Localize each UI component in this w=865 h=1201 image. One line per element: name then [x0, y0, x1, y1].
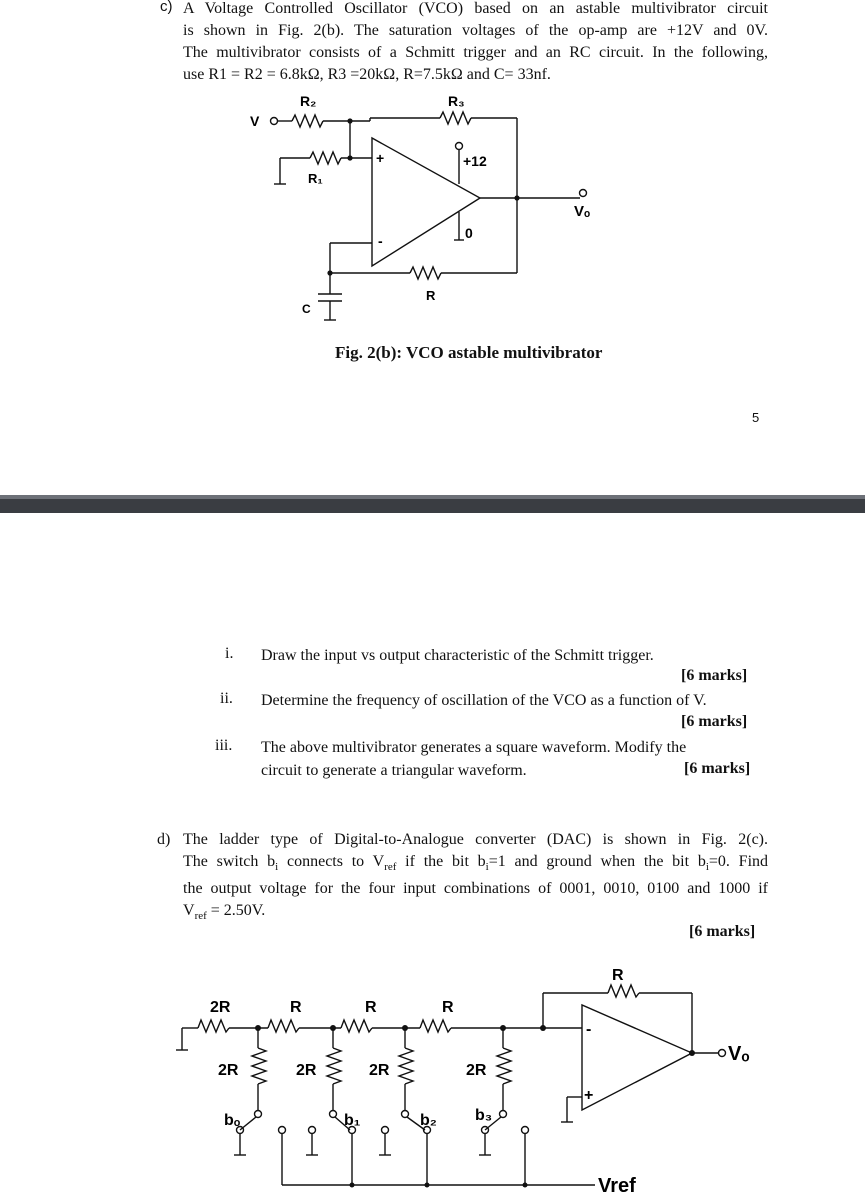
label-2r-3: 2R: [369, 1062, 390, 1079]
question-ii-number: ii.: [220, 690, 233, 707]
label-r-c: R: [442, 999, 454, 1016]
part-d-marks: [6 marks]: [689, 923, 756, 940]
part-d-sub-ref: ref: [384, 861, 397, 874]
label-b3: b₃: [475, 1107, 493, 1124]
part-d-sub-i: i: [275, 861, 279, 874]
part-d-line-2e: =0. Find: [708, 853, 769, 870]
label-r-b: R: [365, 999, 377, 1016]
dac-label-vref: Vref: [598, 1175, 636, 1197]
question-iii-marks: [6 marks]: [684, 760, 751, 777]
label-b2: b₂: [420, 1112, 437, 1129]
part-c-line-2: is shown in Fig. 2(b). The saturation voltages of the op-amp are +12V and 0V.: [183, 22, 768, 39]
page-divider-edge: [0, 495, 865, 499]
part-d-line-2b: connects to V: [278, 853, 385, 870]
part-d-line-2c: if the bit b: [396, 853, 486, 870]
label-r-feedback: R: [612, 967, 624, 984]
label-vo: Vₒ: [574, 203, 591, 220]
part-c-line-3: The multivibrator consists of a Schmitt trigger and an RC circuit. In the following,: [183, 44, 768, 61]
part-d-line-4b: = 2.50V.: [206, 902, 266, 920]
label-2r-2: 2R: [296, 1062, 317, 1079]
part-d-line-1: The ladder type of Digital-to-Analogue converter (DAC) is shown in Fig. 2(c).: [183, 831, 768, 848]
question-iii-text-line-2: circuit to generate a triangular waveform.: [261, 762, 527, 779]
part-d-line-2: [183, 851, 768, 878]
label-r1: R₁: [308, 171, 323, 186]
label-2r-4: 2R: [466, 1062, 487, 1079]
part-d-line-3: the output voltage for the four input combinations of 0001, 0010, 0100 and 1000 if: [183, 880, 768, 898]
label-2r-top: 2R: [210, 999, 231, 1016]
part-d-line-4a: V: [183, 902, 195, 920]
opamp-minus-sign: -: [378, 233, 383, 249]
part-d-paragraph: [183, 829, 768, 927]
label-b0: bₒ: [224, 1112, 241, 1129]
label-r2: R₂: [300, 93, 317, 109]
question-iii-number: iii.: [215, 737, 233, 754]
question-i-number: i.: [225, 645, 234, 662]
part-d-sub-ref-2: ref: [194, 910, 207, 923]
label-plus12: +12: [463, 153, 487, 169]
part-d-line-4: [183, 900, 768, 927]
label-zero: 0: [465, 225, 473, 241]
part-c-line-4: use R1 = R2 = 6.8kΩ, R3 =20kΩ, R=7.5kΩ and C= 33nf.: [183, 66, 551, 83]
part-c-paragraph: [183, 0, 768, 86]
question-iii-text-line-1: The above multivibrator generates a square waveform. Modify the: [261, 739, 687, 756]
dac-opamp-minus: -: [586, 1021, 592, 1038]
label-2r-1: 2R: [218, 1062, 239, 1079]
question-i-text: Draw the input vs output characteristic of the Schmitt trigger.: [261, 647, 654, 664]
vco-circuit-diagram: [240, 88, 620, 328]
question-i-marks: [6 marks]: [681, 667, 748, 684]
part-d-sub-i-2: i: [485, 861, 489, 874]
label-r: R: [426, 288, 436, 303]
page-number: 5: [752, 410, 760, 425]
part-c-line-1: A Voltage Controlled Oscillator (VCO) based on an astable multivibrator circuit: [183, 0, 768, 17]
fig-2b-caption: Fig. 2(b): VCO astable multivibrator: [335, 343, 603, 362]
opamp-plus-sign: +: [376, 150, 385, 166]
part-c-label: c): [160, 0, 173, 15]
dac-opamp-plus: +: [584, 1087, 594, 1104]
label-b1: b₁: [344, 1112, 361, 1129]
label-r3: R₃: [448, 93, 465, 109]
dac-label-vo: Vₒ: [728, 1043, 750, 1065]
part-d-line-2d: =1 and ground when the bit b: [488, 853, 706, 870]
label-v: V: [250, 113, 260, 129]
question-ii-text: Determine the frequency of oscillation of the VCO as a function of V.: [261, 692, 707, 709]
dac-ladder-diagram: [170, 960, 775, 1198]
label-c: C: [302, 302, 311, 316]
part-d-label: d): [157, 831, 171, 848]
part-d-line-2a: The switch b: [183, 853, 276, 870]
question-ii-marks: [6 marks]: [681, 713, 748, 730]
label-r-a: R: [290, 999, 302, 1016]
part-d-sub-i-3: i: [705, 861, 709, 874]
